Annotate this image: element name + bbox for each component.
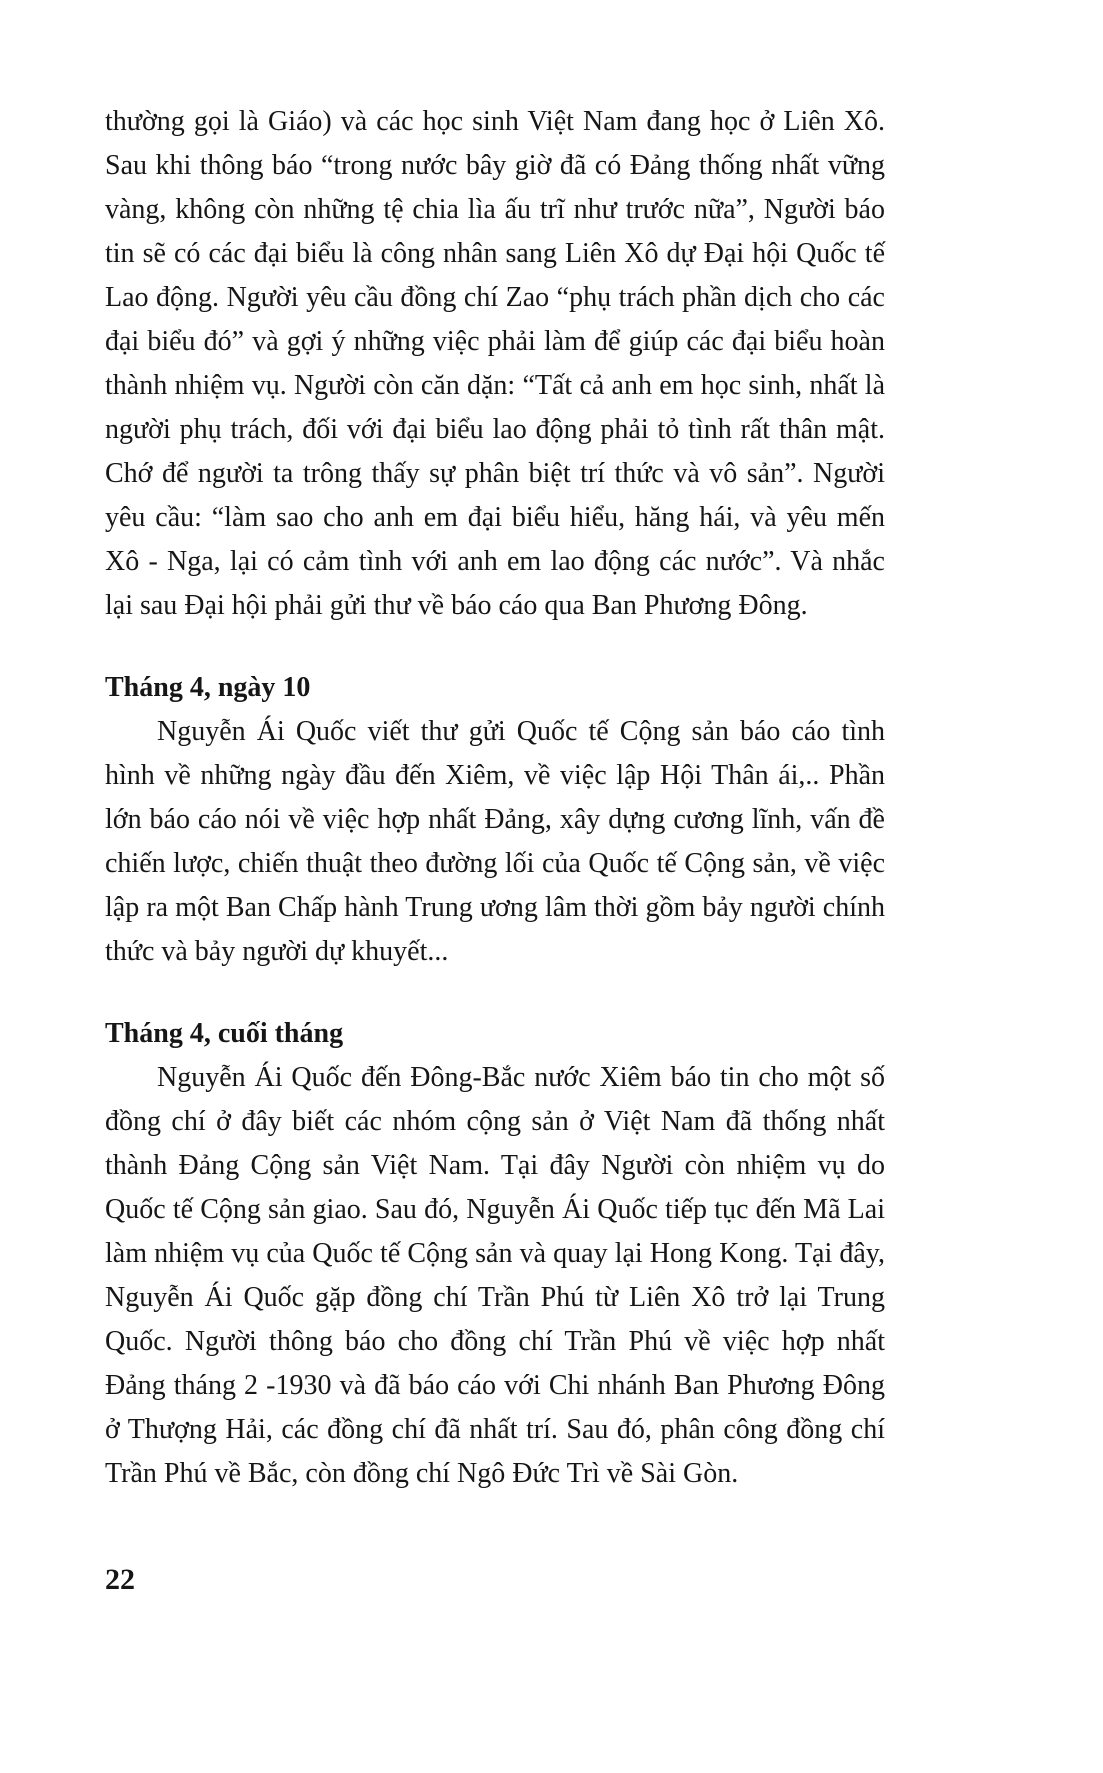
paragraph-april-end: Nguyễn Ái Quốc đến Đông-Bắc nước Xiêm báo tin cho một số đồng chí ở đây biết các nhóm cộng sản ở Việt Nam đã thống nhất thành Đảng Cộng sản Việt Nam. Tại đây Người còn nhiệm vụ do Quốc tế Cộng sản giao. Sau đó, Nguyễn Ái Quốc tiếp tục đến Mã Lai làm nhiệm vụ của Quốc tế Cộng sản và quay lại Hong Kong. Tại đây, Nguyễn Ái Quốc gặp đồng chí Trần Phú từ Liên Xô trở lại Trung Quốc. Người thông báo cho đồng chí Trần Phú về việc hợp nhất Đảng tháng 2 -1930 và đã báo cáo với Chi nhánh Ban Phương Đông ở Thượng Hải, các đồng chí đã nhất trí. Sau đó, phân công đồng chí Trần Phú về Bắc, còn đồng chí Ngô Đức Trì về Sài Gòn. <box>105 1062 885 1489</box>
section-heading-april-10: Tháng 4, ngày 10 <box>105 672 311 703</box>
paragraph-april-10: Nguyễn Ái Quốc viết thư gửi Quốc tế Cộng sản báo cáo tình hình về những ngày đầu đến Xiêm, về việc lập Hội Thân ái,.. Phần lớn báo cáo nói về việc hợp nhất Đảng, xây dựng cương lĩnh, vấn đề chiến lược, chiến thuật theo đường lối của Quốc tế Cộng sản, về việc lập ra một Ban Chấp hành Trung ương lâm thời gồm bảy người chính thức và bảy người dự khuyết... <box>105 716 885 967</box>
paragraph-continuation: thường gọi là Giáo) và các học sinh Việt Nam đang học ở Liên Xô. Sau khi thông báo “trong nước bây giờ đã có Đảng thống nhất vững vàng, không còn những tệ chia lìa ấu trĩ như trước nữa”, Người báo tin sẽ có các đại biểu là công nhân sang Liên Xô dự Đại hội Quốc tế Lao động. Người yêu cầu đồng chí Zao “phụ trách phần dịch cho các đại biểu đó” và gợi ý những việc phải làm để giúp các đại biểu hoàn thành nhiệm vụ. Người còn căn dặn: “Tất cả anh em học sinh, nhất là người phụ trách, đối với đại biểu lao động phải tỏ tình rất thân mật. Chớ để người ta trông thấy sự phân biệt trí thức và vô sản”. Người yêu cầu: “làm sao cho anh em đại biểu hiểu, hăng hái, và yêu mến Xô - Nga, lại có cảm tình với anh em lao động các nước”. Và nhắc lại sau Đại hội phải gửi thư về báo cáo qua Ban Phương Đông. <box>105 106 885 621</box>
page-body <box>105 100 885 1602</box>
section-heading-april-end: Tháng 4, cuối tháng <box>105 1018 344 1049</box>
page-number: 22 <box>105 1563 135 1596</box>
